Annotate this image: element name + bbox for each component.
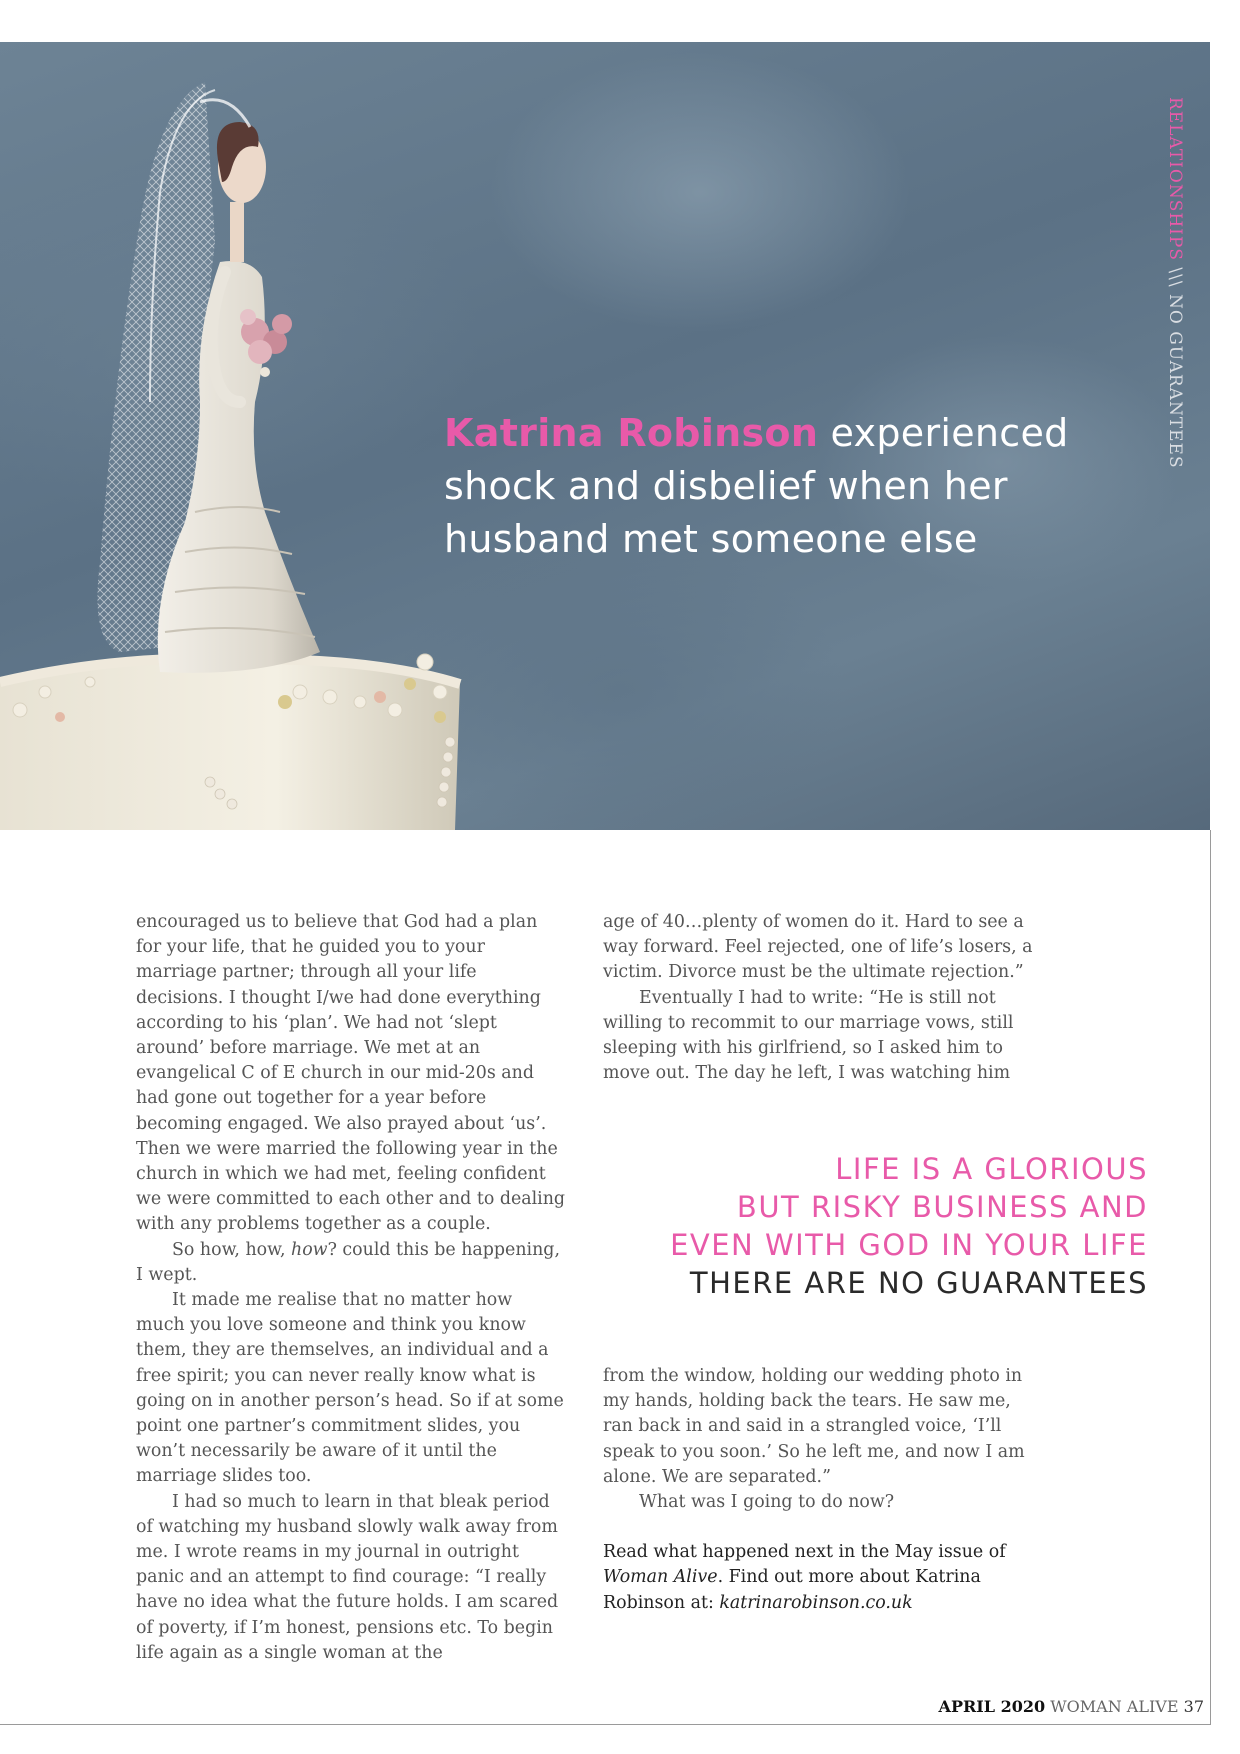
paragraph: Eventually I had to write: “He is still not willing to recommit to our marriage vows, still sleeping with his girlfriend, so I asked him to move out. The day he left, I was watching him [603,987,1014,1084]
section-separator: \\\ [1165,260,1185,294]
paragraph-text: So how, how, [172,1239,292,1260]
body-column-right-top [603,910,1033,1086]
page-footer [939,1697,1204,1716]
page-number: 37 [1183,1697,1204,1716]
paragraph-text: ? could this be happening, I wept. [136,1239,560,1285]
pull-quote [600,1150,1148,1302]
author-name: Katrina Robinson [444,411,819,455]
paragraph [136,1238,566,1288]
headline-text: experienced shock and disbelief when her husband met someone else [444,411,1069,561]
pull-quote-line: EVEN WITH GOD IN YOUR LIFE [670,1228,1148,1262]
issue-date: APRIL 2020 [938,1697,1046,1716]
body-column-left [136,910,566,1666]
body-column-right-bottom [603,1364,1033,1616]
website-link[interactable]: katrinarobinson.co.uk [719,1592,913,1613]
page-edge-rule [1210,830,1211,1725]
headline [444,407,1084,566]
pull-quote-line: BUT RISKY BUSINESS AND [736,1190,1148,1224]
section-topic: NO GUARANTEES [1165,293,1185,469]
pull-quote-line: THERE ARE NO GUARANTEES [689,1266,1148,1300]
magazine-name: WOMAN ALIVE [1050,1697,1179,1716]
footer-rule [0,1724,1211,1725]
paragraph: encouraged us to believe that God had a plan for your life, that he guided you to your marriage partner; through all your life decisions. I thought I/we had done everything according to his ‘plan’. We had not ‘slept around’ before marriage. We met at an evangelical C of E church in our mid-20s and had gone out together for a year before becoming engaged. We also prayed about ‘us’. Then we were married the following year in the church in which we had met, feeling confident we were committed to each other and to dealing with any problems together as a couple. [136,912,566,1235]
section-label [1165,97,1185,469]
paragraph: I had so much to learn in that bleak period of watching my husband slowly walk away from me. I wrote reams in my journal in outright panic and an attempt to find courage: “I really have no idea what the future holds. I am scared of poverty, if I’m honest, pensions etc. To begin life again as a single woman at the [136,1491,559,1663]
read-more-text: . Find out more about Katrina Robinson at: [603,1567,981,1613]
paragraph: It made me realise that no matter how much you love someone and think you know them, they are themselves, an individual and a free spirit; you can never really know what is going on in another person’s head. So if at some point one partner’s commitment slides, you won’t necessarily be aware of it until the marriage slides too. [136,1290,564,1487]
emphasis-text: how [291,1239,328,1260]
magazine-title: Woman Alive [603,1567,718,1588]
section-name: RELATIONSHIPS [1165,97,1185,261]
hero-image [0,42,1210,830]
paragraph: from the window, holding our wedding photo in my hands, holding back the tears. He saw me, ran back in and said in a strangled voice, ‘I’ll speak to you soon.’ So he left me, and now I am alone. We are separated.” [603,1366,1025,1487]
paragraph: What was I going to do now? [639,1492,895,1513]
read-more-text: Read what happened next in the May issue of [603,1542,1006,1563]
paragraph: age of 40…plenty of women do it. Hard to see a way forward. Feel rejected, one of life’s losers, a victim. Divorce must be the ultimate rejection.” [603,912,1033,983]
read-more-note [603,1540,1033,1616]
pull-quote-line: LIFE IS A GLORIOUS [835,1152,1148,1186]
